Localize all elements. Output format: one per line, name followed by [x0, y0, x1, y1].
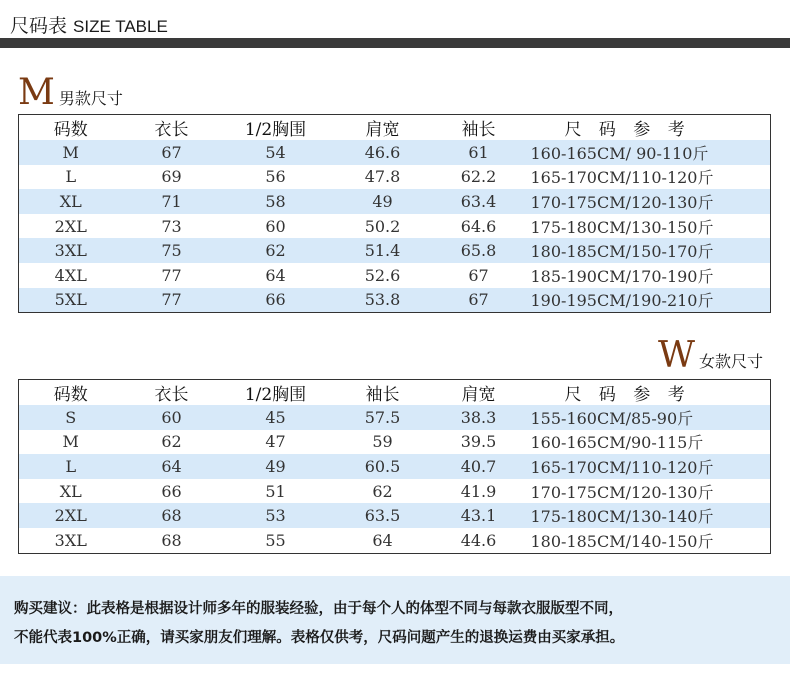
- table-cell: 60.5: [364, 456, 401, 476]
- table-cell: L: [65, 456, 77, 476]
- table-cell: 3XL: [54, 241, 87, 261]
- title-en: SIZE TABLE: [73, 17, 168, 36]
- table-row: [19, 165, 771, 190]
- table-cell: 165-170CM/110-120斤: [530, 457, 714, 477]
- table-cell: 68: [161, 530, 182, 550]
- women-label-text: 女款尺寸: [699, 352, 764, 371]
- table-cell: 56: [265, 167, 286, 187]
- table-cell: 77: [161, 265, 182, 285]
- table-cell: 175-180CM/130-140斤: [530, 507, 714, 527]
- col-header: 袖长: [461, 120, 496, 140]
- table-cell: 2XL: [54, 216, 87, 236]
- table-cell: 66: [265, 290, 286, 310]
- table-cell: 51: [265, 481, 286, 501]
- table-cell: 55: [265, 530, 286, 550]
- table-cell: 61: [468, 142, 489, 162]
- table-cell: 180-185CM/140-150斤: [530, 531, 714, 551]
- women-letter: W: [658, 335, 696, 376]
- table-cell: 53: [265, 506, 286, 526]
- table-cell: 63.4: [460, 191, 497, 211]
- table-cell: 62.2: [460, 167, 497, 187]
- col-header: 肩宽: [461, 385, 496, 405]
- table-cell: 47: [265, 432, 286, 452]
- table-cell: 53.8: [364, 290, 401, 310]
- col-header: 尺 码 参 考: [564, 120, 691, 140]
- col-header: 袖长: [365, 385, 400, 405]
- table-cell: 190-195CM/190-210斤: [530, 291, 714, 311]
- table-row: [19, 479, 771, 504]
- table-cell: 64.6: [460, 216, 497, 236]
- page-header: [0, 0, 790, 48]
- table-cell: 67: [161, 142, 182, 162]
- table-cell: 54: [265, 142, 286, 162]
- table-cell: 64: [161, 456, 182, 476]
- table-cell: 68: [161, 506, 182, 526]
- table-cell: 64: [265, 265, 286, 285]
- table-cell: 40.7: [460, 456, 497, 476]
- col-header: 码数: [53, 120, 88, 140]
- col-header: 衣长: [154, 385, 189, 405]
- table-row: [19, 503, 771, 528]
- men-header-row: [19, 115, 771, 141]
- men-letter: M: [18, 72, 55, 113]
- table-cell: 4XL: [54, 265, 87, 285]
- table-cell: 62: [265, 241, 286, 261]
- table-cell: XL: [59, 191, 82, 211]
- table-row: [19, 263, 771, 288]
- men-size-table: [18, 114, 771, 313]
- table-cell: 46.6: [364, 142, 401, 162]
- table-cell: 66: [161, 481, 182, 501]
- table-cell: L: [65, 167, 77, 187]
- men-label-text: 男款尺寸: [58, 89, 123, 108]
- header-divider-bar: [0, 38, 790, 48]
- table-cell: 165-170CM/110-120斤: [530, 168, 714, 188]
- women-size-table: [18, 379, 771, 554]
- table-row: [19, 528, 771, 553]
- women-section-label: [658, 335, 763, 376]
- table-cell: 67: [468, 265, 489, 285]
- page-title: [10, 11, 168, 38]
- col-header: 1/2胸围: [244, 385, 307, 405]
- purchase-advice-panel: [0, 576, 790, 664]
- table-cell: 51.4: [364, 241, 401, 261]
- table-cell: 185-190CM/170-190斤: [530, 266, 714, 286]
- col-header: 1/2胸围: [244, 120, 307, 140]
- table-cell: 64: [372, 530, 393, 550]
- table-row: [19, 238, 771, 263]
- table-cell: 69: [161, 167, 182, 187]
- col-header: 尺 码 参 考: [564, 385, 691, 405]
- table-cell: 52.6: [364, 265, 401, 285]
- table-cell: 43.1: [460, 506, 497, 526]
- table-cell: 49: [265, 456, 286, 476]
- women-header-row: [19, 380, 771, 406]
- table-cell: 155-160CM/85-90斤: [530, 408, 694, 428]
- col-header: 码数: [53, 385, 88, 405]
- table-cell: M: [62, 432, 79, 452]
- table-row: [19, 454, 771, 479]
- table-cell: 75: [161, 241, 182, 261]
- col-header: 衣长: [154, 120, 189, 140]
- table-cell: 62: [161, 432, 182, 452]
- table-row: [19, 430, 771, 455]
- table-cell: 77: [161, 290, 182, 310]
- col-header: 肩宽: [365, 120, 400, 140]
- table-cell: 38.3: [460, 407, 497, 427]
- table-cell: 41.9: [460, 481, 497, 501]
- table-cell: 45: [265, 407, 286, 427]
- advice-text-line-1: 购买建议：此表格是根据设计师多年的服装经验，由于每个人的体型不同与每款衣服版型不同，: [14, 601, 623, 617]
- table-cell: 47.8: [364, 167, 401, 187]
- table-cell: 5XL: [54, 290, 87, 310]
- table-cell: 60: [265, 216, 286, 236]
- table-cell: 160-165CM/ 90-110斤: [530, 143, 709, 163]
- table-cell: 57.5: [364, 407, 401, 427]
- table-row: [19, 189, 771, 214]
- table-row: [19, 405, 771, 430]
- table-cell: 44.6: [460, 530, 497, 550]
- table-cell: 39.5: [460, 432, 497, 452]
- table-cell: 73: [161, 216, 182, 236]
- table-cell: XL: [59, 481, 82, 501]
- table-cell: 63.5: [364, 506, 401, 526]
- table-cell: 58: [265, 191, 286, 211]
- table-cell: 3XL: [54, 530, 87, 550]
- table-cell: 49: [372, 191, 393, 211]
- table-cell: M: [62, 142, 79, 162]
- table-cell: 170-175CM/120-130斤: [530, 192, 714, 212]
- table-cell: S: [65, 407, 77, 427]
- table-cell: 59: [372, 432, 393, 452]
- table-cell: 50.2: [364, 216, 401, 236]
- table-row: [19, 288, 771, 313]
- table-cell: 60: [161, 407, 182, 427]
- table-cell: 67: [468, 290, 489, 310]
- advice-text-line-2: 不能代表100%正确，请买家朋友们理解。表格仅供考，尺码问题产生的退换运费由买家承担。: [14, 630, 625, 646]
- men-section-label: [18, 72, 123, 113]
- table-cell: 175-180CM/130-150斤: [530, 217, 714, 237]
- table-cell: 2XL: [54, 506, 87, 526]
- table-cell: 160-165CM/90-115斤: [530, 433, 704, 453]
- table-cell: 180-185CM/150-170斤: [530, 242, 714, 262]
- table-cell: 71: [161, 191, 182, 211]
- table-cell: 65.8: [460, 241, 497, 261]
- table-cell: 62: [372, 481, 393, 501]
- title-cn: 尺码表: [10, 15, 68, 37]
- table-row: [19, 214, 771, 239]
- table-cell: 170-175CM/120-130斤: [530, 482, 714, 502]
- table-row: [19, 140, 771, 165]
